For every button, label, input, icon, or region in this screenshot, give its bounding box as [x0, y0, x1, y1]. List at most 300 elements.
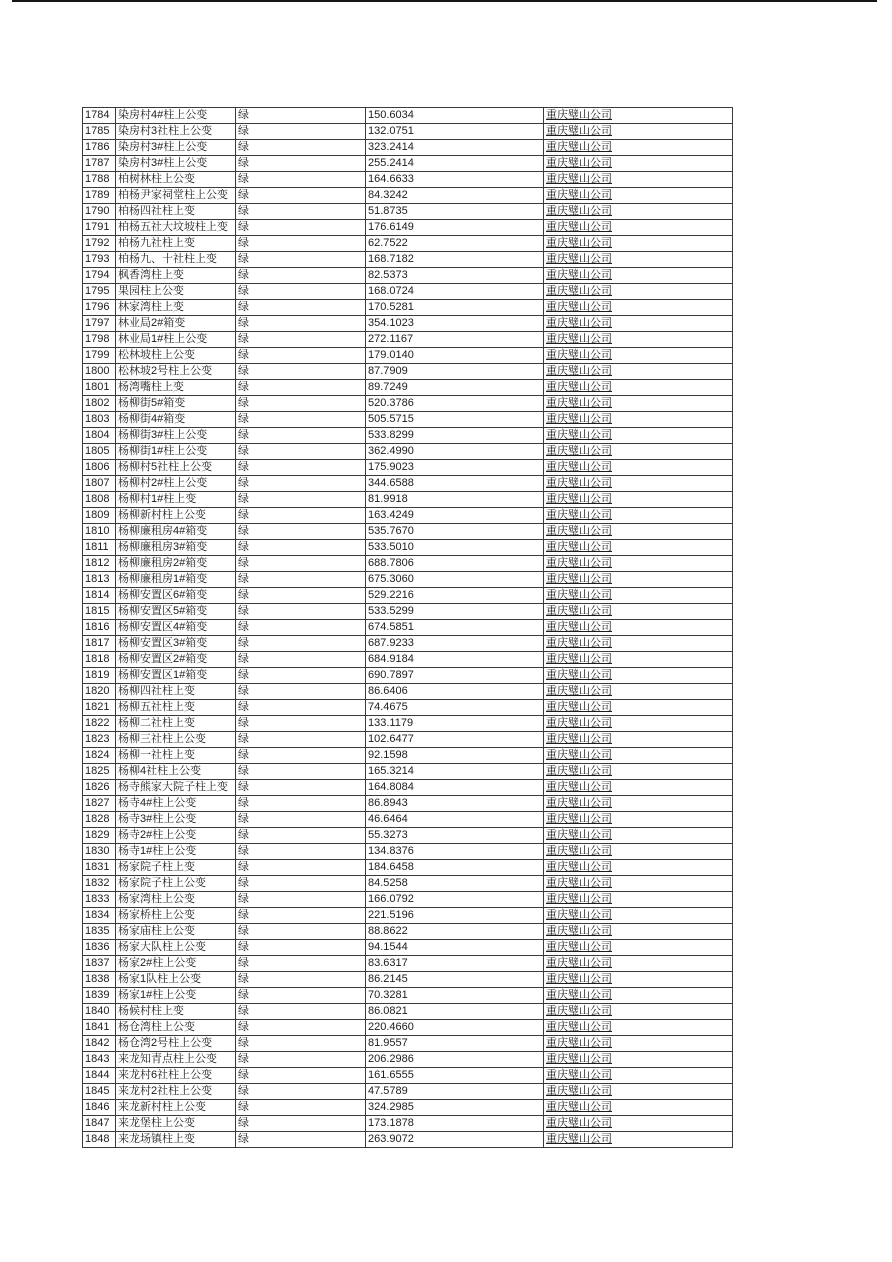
status-cell: 绿 [236, 604, 366, 620]
company-cell [544, 588, 733, 604]
table-row [83, 380, 733, 396]
table-row [83, 940, 733, 956]
company-link[interactable]: 重庆璧山公司 [546, 349, 612, 361]
company-link[interactable]: 重庆璧山公司 [546, 429, 612, 441]
table-row [83, 972, 733, 988]
table-row [83, 780, 733, 796]
load-value-cell: 86.6406 [366, 684, 544, 700]
company-link[interactable]: 重庆璧山公司 [546, 1069, 612, 1081]
company-link[interactable]: 重庆璧山公司 [546, 829, 612, 841]
station-name-cell: 杨仓湾2号柱上公变 [116, 1036, 236, 1052]
station-name-cell: 林业局2#箱变 [116, 316, 236, 332]
load-value-cell: 173.1878 [366, 1116, 544, 1132]
station-name-cell: 柏杨九、十社柱上变 [116, 252, 236, 268]
company-cell [544, 204, 733, 220]
row-id-cell: 1786 [83, 140, 116, 156]
row-id-cell: 1820 [83, 684, 116, 700]
company-link[interactable]: 重庆璧山公司 [546, 557, 612, 569]
status-cell: 绿 [236, 1052, 366, 1068]
table-row [83, 988, 733, 1004]
row-id-cell: 1837 [83, 956, 116, 972]
status-cell: 绿 [236, 972, 366, 988]
load-value-cell: 74.4675 [366, 700, 544, 716]
row-id-cell: 1810 [83, 524, 116, 540]
company-link[interactable]: 重庆璧山公司 [546, 493, 612, 505]
company-link[interactable]: 重庆璧山公司 [546, 365, 612, 377]
load-value-cell: 88.8622 [366, 924, 544, 940]
table-row [83, 412, 733, 428]
station-name-cell: 杨柳安置区5#箱变 [116, 604, 236, 620]
row-id-cell: 1842 [83, 1036, 116, 1052]
company-link[interactable]: 重庆璧山公司 [546, 397, 612, 409]
row-id-cell: 1807 [83, 476, 116, 492]
status-cell: 绿 [236, 172, 366, 188]
company-link[interactable]: 重庆璧山公司 [546, 589, 612, 601]
station-name-cell: 杨柳廉租房4#箱变 [116, 524, 236, 540]
row-id-cell: 1806 [83, 460, 116, 476]
company-link[interactable]: 重庆璧山公司 [546, 237, 612, 249]
company-cell [544, 1020, 733, 1036]
company-link[interactable]: 重庆璧山公司 [546, 1117, 612, 1129]
load-value-cell: 82.5373 [366, 268, 544, 284]
company-cell [544, 348, 733, 364]
company-link[interactable]: 重庆璧山公司 [546, 525, 612, 537]
station-name-cell: 杨柳二社柱上变 [116, 716, 236, 732]
row-id-cell: 1829 [83, 828, 116, 844]
row-id-cell: 1808 [83, 492, 116, 508]
company-cell [544, 284, 733, 300]
row-id-cell: 1826 [83, 780, 116, 796]
row-id-cell: 1846 [83, 1100, 116, 1116]
status-cell: 绿 [236, 412, 366, 428]
station-name-cell: 来龙村2社柱上公变 [116, 1084, 236, 1100]
company-link[interactable]: 重庆璧山公司 [546, 845, 612, 857]
status-cell: 绿 [236, 908, 366, 924]
load-value-cell: 55.3273 [366, 828, 544, 844]
load-value-cell: 46.6464 [366, 812, 544, 828]
table-row [83, 348, 733, 364]
status-cell: 绿 [236, 252, 366, 268]
table-row [83, 300, 733, 316]
company-link[interactable]: 重庆璧山公司 [546, 269, 612, 281]
status-cell: 绿 [236, 1068, 366, 1084]
status-cell: 绿 [236, 476, 366, 492]
company-cell [544, 908, 733, 924]
load-value-cell: 175.9023 [366, 460, 544, 476]
company-cell [544, 748, 733, 764]
company-link[interactable]: 重庆璧山公司 [546, 813, 612, 825]
station-name-cell: 染房村3社柱上公变 [116, 124, 236, 140]
load-value-cell: 272.1167 [366, 332, 544, 348]
company-cell [544, 604, 733, 620]
load-value-cell: 133.1179 [366, 716, 544, 732]
load-value-cell: 535.7670 [366, 524, 544, 540]
company-link[interactable]: 重庆璧山公司 [546, 333, 612, 345]
load-value-cell: 92.1598 [366, 748, 544, 764]
company-link[interactable]: 重庆璧山公司 [546, 749, 612, 761]
company-cell [544, 556, 733, 572]
table-row [83, 1020, 733, 1036]
row-id-cell: 1830 [83, 844, 116, 860]
company-link[interactable]: 重庆璧山公司 [546, 733, 612, 745]
load-value-cell: 675.3060 [366, 572, 544, 588]
status-cell: 绿 [236, 1116, 366, 1132]
station-name-cell: 杨寺1#柱上公变 [116, 844, 236, 860]
load-value-cell: 179.0140 [366, 348, 544, 364]
company-link[interactable]: 重庆璧山公司 [546, 461, 612, 473]
company-link[interactable]: 重庆璧山公司 [546, 957, 612, 969]
load-value-cell: 684.9184 [366, 652, 544, 668]
status-cell: 绿 [236, 684, 366, 700]
row-id-cell: 1813 [83, 572, 116, 588]
company-cell [544, 268, 733, 284]
table-row [83, 364, 733, 380]
row-id-cell: 1845 [83, 1084, 116, 1100]
company-cell [544, 1036, 733, 1052]
table-row [83, 620, 733, 636]
status-cell: 绿 [236, 492, 366, 508]
company-cell [544, 732, 733, 748]
load-value-cell: 86.2145 [366, 972, 544, 988]
company-link[interactable]: 重庆璧山公司 [546, 1005, 612, 1017]
table-row [83, 1132, 733, 1148]
status-cell: 绿 [236, 140, 366, 156]
station-name-cell: 柏树林柱上公变 [116, 172, 236, 188]
company-link[interactable]: 重庆璧山公司 [546, 509, 612, 521]
company-link[interactable]: 重庆璧山公司 [546, 173, 612, 185]
load-value-cell: 168.7182 [366, 252, 544, 268]
table-row [83, 236, 733, 252]
status-cell: 绿 [236, 364, 366, 380]
row-id-cell: 1791 [83, 220, 116, 236]
company-link[interactable]: 重庆璧山公司 [546, 1053, 612, 1065]
company-link[interactable]: 重庆璧山公司 [546, 285, 612, 297]
status-cell: 绿 [236, 220, 366, 236]
company-link[interactable]: 重庆璧山公司 [546, 861, 612, 873]
company-link[interactable]: 重庆璧山公司 [546, 765, 612, 777]
load-value-cell: 529.2216 [366, 588, 544, 604]
transformer-table [82, 107, 733, 1148]
row-id-cell: 1841 [83, 1020, 116, 1036]
row-id-cell: 1804 [83, 428, 116, 444]
table-row [83, 1068, 733, 1084]
company-link[interactable]: 重庆璧山公司 [546, 621, 612, 633]
company-link[interactable]: 重庆璧山公司 [546, 701, 612, 713]
load-value-cell: 132.0751 [366, 124, 544, 140]
load-value-cell: 690.7897 [366, 668, 544, 684]
company-link[interactable]: 重庆璧山公司 [546, 637, 612, 649]
table-row [83, 844, 733, 860]
status-cell: 绿 [236, 348, 366, 364]
company-link[interactable]: 重庆璧山公司 [546, 653, 612, 665]
station-name-cell: 杨湾嘴柱上变 [116, 380, 236, 396]
company-cell [544, 140, 733, 156]
load-value-cell: 163.4249 [366, 508, 544, 524]
station-name-cell: 杨柳安置区3#箱变 [116, 636, 236, 652]
load-value-cell: 263.9072 [366, 1132, 544, 1148]
company-cell [544, 988, 733, 1004]
company-cell [544, 1116, 733, 1132]
row-id-cell: 1835 [83, 924, 116, 940]
station-name-cell: 杨家院子柱上公变 [116, 876, 236, 892]
load-value-cell: 83.6317 [366, 956, 544, 972]
table-row [83, 764, 733, 780]
table-row [83, 188, 733, 204]
company-cell [544, 300, 733, 316]
status-cell: 绿 [236, 988, 366, 1004]
station-name-cell: 杨柳村2#柱上公变 [116, 476, 236, 492]
table-row [83, 108, 733, 124]
company-link[interactable]: 重庆璧山公司 [546, 301, 612, 313]
station-name-cell: 来龙新村柱上公变 [116, 1100, 236, 1116]
company-link[interactable]: 重庆璧山公司 [546, 925, 612, 937]
row-id-cell: 1788 [83, 172, 116, 188]
page-top-rule [12, 0, 877, 2]
status-cell: 绿 [236, 108, 366, 124]
station-name-cell: 杨柳廉租房2#箱变 [116, 556, 236, 572]
company-link[interactable]: 重庆璧山公司 [546, 477, 612, 489]
company-cell [544, 828, 733, 844]
company-link[interactable]: 重庆璧山公司 [546, 413, 612, 425]
company-cell [544, 252, 733, 268]
station-name-cell: 杨寺熊家大院子柱上变 [116, 780, 236, 796]
station-name-cell: 杨寺4#柱上公变 [116, 796, 236, 812]
table-row [83, 476, 733, 492]
table-row [83, 748, 733, 764]
row-id-cell: 1821 [83, 700, 116, 716]
table-body [83, 108, 733, 1148]
load-value-cell: 51.8735 [366, 204, 544, 220]
station-name-cell: 杨家2#柱上公变 [116, 956, 236, 972]
station-name-cell: 杨柳一社柱上变 [116, 748, 236, 764]
company-link[interactable]: 重庆璧山公司 [546, 381, 612, 393]
table-row [83, 316, 733, 332]
station-name-cell: 杨柳安置区4#箱变 [116, 620, 236, 636]
company-cell [544, 188, 733, 204]
row-id-cell: 1803 [83, 412, 116, 428]
company-link[interactable]: 重庆璧山公司 [546, 125, 612, 137]
status-cell: 绿 [236, 588, 366, 604]
status-cell: 绿 [236, 380, 366, 396]
load-value-cell: 324.2985 [366, 1100, 544, 1116]
company-cell [544, 700, 733, 716]
station-name-cell: 来龙知青点柱上公变 [116, 1052, 236, 1068]
company-link[interactable]: 重庆璧山公司 [546, 973, 612, 985]
company-link[interactable]: 重庆璧山公司 [546, 221, 612, 233]
status-cell: 绿 [236, 284, 366, 300]
company-link[interactable]: 重庆璧山公司 [546, 781, 612, 793]
company-link[interactable]: 重庆璧山公司 [546, 141, 612, 153]
company-link[interactable]: 重庆璧山公司 [546, 1037, 612, 1049]
company-link[interactable]: 重庆璧山公司 [546, 205, 612, 217]
company-link[interactable]: 重庆璧山公司 [546, 877, 612, 889]
load-value-cell: 166.0792 [366, 892, 544, 908]
company-link[interactable]: 重庆璧山公司 [546, 541, 612, 553]
row-id-cell: 1833 [83, 892, 116, 908]
row-id-cell: 1840 [83, 1004, 116, 1020]
company-link[interactable]: 重庆璧山公司 [546, 989, 612, 1001]
station-name-cell: 杨寺2#柱上公变 [116, 828, 236, 844]
table-row [83, 876, 733, 892]
company-cell [544, 652, 733, 668]
company-cell [544, 492, 733, 508]
table-row [83, 956, 733, 972]
company-link[interactable]: 重庆璧山公司 [546, 573, 612, 585]
station-name-cell: 来龙堡柱上公变 [116, 1116, 236, 1132]
station-name-cell: 枫香湾柱上变 [116, 268, 236, 284]
station-name-cell: 柏杨五社大坟坡柱上变 [116, 220, 236, 236]
company-cell [544, 476, 733, 492]
company-link[interactable]: 重庆璧山公司 [546, 445, 612, 457]
station-name-cell: 杨柳街3#柱上公变 [116, 428, 236, 444]
load-value-cell: 168.0724 [366, 284, 544, 300]
station-name-cell: 来龙场镇柱上变 [116, 1132, 236, 1148]
table-row [83, 140, 733, 156]
row-id-cell: 1799 [83, 348, 116, 364]
company-cell [544, 380, 733, 396]
load-value-cell: 220.4660 [366, 1020, 544, 1036]
company-cell [544, 156, 733, 172]
company-link[interactable]: 重庆璧山公司 [546, 1085, 612, 1097]
row-id-cell: 1844 [83, 1068, 116, 1084]
company-cell [544, 172, 733, 188]
load-value-cell: 354.1023 [366, 316, 544, 332]
table-row [83, 508, 733, 524]
row-id-cell: 1793 [83, 252, 116, 268]
status-cell: 绿 [236, 524, 366, 540]
table-row [83, 668, 733, 684]
status-cell: 绿 [236, 556, 366, 572]
row-id-cell: 1834 [83, 908, 116, 924]
table-row [83, 444, 733, 460]
company-cell [544, 1004, 733, 1020]
station-name-cell: 杨柳廉租房3#箱变 [116, 540, 236, 556]
status-cell: 绿 [236, 924, 366, 940]
load-value-cell: 362.4990 [366, 444, 544, 460]
company-link[interactable]: 重庆璧山公司 [546, 941, 612, 953]
company-link[interactable]: 重庆璧山公司 [546, 1101, 612, 1113]
row-id-cell: 1797 [83, 316, 116, 332]
row-id-cell: 1815 [83, 604, 116, 620]
company-link[interactable]: 重庆璧山公司 [546, 685, 612, 697]
company-cell [544, 796, 733, 812]
company-link[interactable]: 重庆璧山公司 [546, 669, 612, 681]
table-row [83, 636, 733, 652]
row-id-cell: 1784 [83, 108, 116, 124]
station-name-cell: 杨柳新村柱上公变 [116, 508, 236, 524]
table-row [83, 252, 733, 268]
row-id-cell: 1801 [83, 380, 116, 396]
status-cell: 绿 [236, 700, 366, 716]
station-name-cell: 林业局1#柱上公变 [116, 332, 236, 348]
status-cell: 绿 [236, 732, 366, 748]
status-cell: 绿 [236, 332, 366, 348]
company-cell [544, 1084, 733, 1100]
status-cell: 绿 [236, 204, 366, 220]
status-cell: 绿 [236, 812, 366, 828]
load-value-cell: 150.6034 [366, 108, 544, 124]
status-cell: 绿 [236, 444, 366, 460]
status-cell: 绿 [236, 540, 366, 556]
table-row [83, 732, 733, 748]
table-row [83, 572, 733, 588]
company-link[interactable]: 重庆璧山公司 [546, 893, 612, 905]
table-row [83, 540, 733, 556]
status-cell: 绿 [236, 764, 366, 780]
company-cell [544, 844, 733, 860]
company-link[interactable]: 重庆璧山公司 [546, 157, 612, 169]
table-row [83, 220, 733, 236]
status-cell: 绿 [236, 316, 366, 332]
company-link[interactable]: 重庆璧山公司 [546, 605, 612, 617]
load-value-cell: 87.7909 [366, 364, 544, 380]
status-cell: 绿 [236, 124, 366, 140]
table-row [83, 1116, 733, 1132]
company-cell [544, 924, 733, 940]
station-name-cell: 杨柳街1#柱上公变 [116, 444, 236, 460]
station-name-cell: 杨家1#柱上公变 [116, 988, 236, 1004]
station-name-cell: 柏杨尹家祠堂柱上公变 [116, 188, 236, 204]
company-link[interactable]: 重庆璧山公司 [546, 1133, 612, 1145]
table-row [83, 908, 733, 924]
load-value-cell: 164.8084 [366, 780, 544, 796]
row-id-cell: 1800 [83, 364, 116, 380]
table-row [83, 268, 733, 284]
load-value-cell: 344.6588 [366, 476, 544, 492]
status-cell: 绿 [236, 796, 366, 812]
status-cell: 绿 [236, 1084, 366, 1100]
company-link[interactable]: 重庆璧山公司 [546, 109, 612, 121]
company-link[interactable]: 重庆璧山公司 [546, 189, 612, 201]
row-id-cell: 1785 [83, 124, 116, 140]
company-link[interactable]: 重庆璧山公司 [546, 1021, 612, 1033]
station-name-cell: 果园柱上公变 [116, 284, 236, 300]
company-cell [544, 524, 733, 540]
company-cell [544, 668, 733, 684]
table-row [83, 604, 733, 620]
status-cell: 绿 [236, 668, 366, 684]
table-row [83, 1052, 733, 1068]
row-id-cell: 1823 [83, 732, 116, 748]
row-id-cell: 1827 [83, 796, 116, 812]
row-id-cell: 1789 [83, 188, 116, 204]
company-cell [544, 956, 733, 972]
company-link[interactable]: 重庆璧山公司 [546, 717, 612, 729]
table-row [83, 124, 733, 140]
status-cell: 绿 [236, 748, 366, 764]
load-value-cell: 323.2414 [366, 140, 544, 156]
row-id-cell: 1825 [83, 764, 116, 780]
company-cell [544, 972, 733, 988]
company-link[interactable]: 重庆璧山公司 [546, 317, 612, 329]
status-cell: 绿 [236, 652, 366, 668]
company-link[interactable]: 重庆璧山公司 [546, 797, 612, 809]
company-link[interactable]: 重庆璧山公司 [546, 909, 612, 921]
station-name-cell: 杨柳村5社柱上公变 [116, 460, 236, 476]
status-cell: 绿 [236, 940, 366, 956]
status-cell: 绿 [236, 892, 366, 908]
company-cell [544, 812, 733, 828]
row-id-cell: 1824 [83, 748, 116, 764]
station-name-cell: 染房村3#柱上公变 [116, 156, 236, 172]
load-value-cell: 533.5010 [366, 540, 544, 556]
company-link[interactable]: 重庆璧山公司 [546, 253, 612, 265]
company-cell [544, 1100, 733, 1116]
row-id-cell: 1812 [83, 556, 116, 572]
station-name-cell: 杨柳四社柱上变 [116, 684, 236, 700]
status-cell: 绿 [236, 572, 366, 588]
row-id-cell: 1838 [83, 972, 116, 988]
